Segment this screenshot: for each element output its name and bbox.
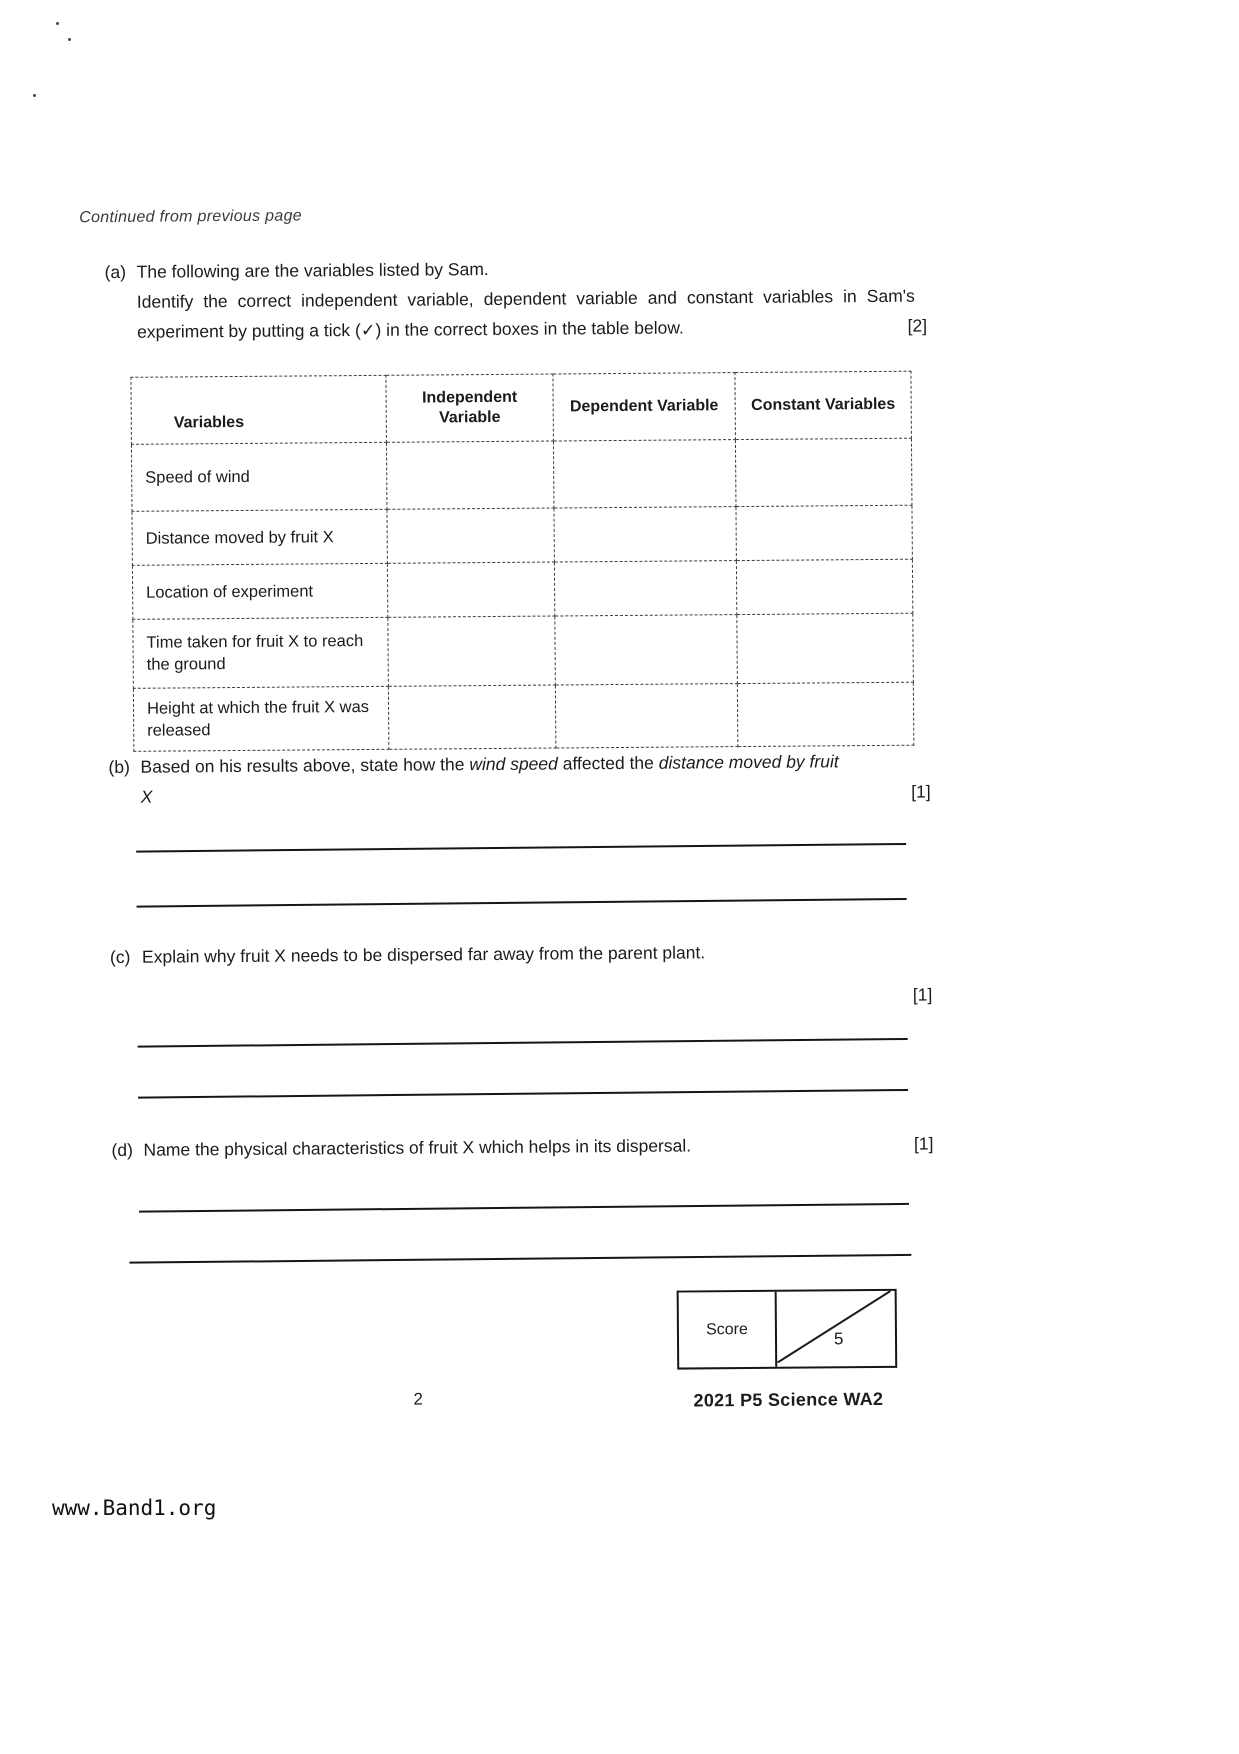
score-box <box>677 1289 898 1370</box>
page-number: 2 <box>413 1389 424 1409</box>
question-c-marks: [1] <box>912 984 933 1005</box>
tick-cell <box>555 615 738 685</box>
table-row <box>132 505 912 565</box>
variable-label: Location of experiment <box>132 563 387 619</box>
tick-cell <box>737 682 913 746</box>
question-b-italic-wind-speed: wind speed <box>469 753 558 775</box>
table-row <box>133 613 914 688</box>
question-b-text <box>140 746 932 812</box>
question-a-marks: [2] <box>907 315 928 336</box>
variable-label: Height at which the fruit X was released <box>133 686 388 751</box>
answer-line <box>138 1089 908 1099</box>
column-header-dependent: Dependent Variable <box>553 373 736 441</box>
question-a-label: (a) <box>104 261 127 283</box>
tick-cell <box>737 613 914 683</box>
question-c-label: (c) <box>109 946 131 968</box>
table-header-row <box>131 371 912 444</box>
score-label: Score <box>705 1320 748 1338</box>
table-row <box>132 559 912 619</box>
tick-cell <box>736 505 912 560</box>
continued-note: Continued from previous page <box>79 207 303 227</box>
tick-cell <box>735 438 912 506</box>
answer-line <box>138 1038 908 1048</box>
question-b <box>108 745 940 812</box>
question-c <box>109 935 942 1005</box>
variable-label: Time taken for fruit X to reach the ground <box>133 617 389 688</box>
answer-line <box>137 898 907 908</box>
question-b-italic-distance: distance moved by fruit <box>658 751 839 773</box>
tick-cell <box>553 440 736 508</box>
doc-title: 2021 P5 Science WA2 <box>693 1388 884 1411</box>
question-a-instruction: Identify the correct independent variable, dependent variable and constant variables in Sam's experiment by putting a tick (✓) in the correct boxes in the table below. <box>136 285 915 342</box>
question-b-marks: [1] <box>911 781 931 802</box>
tick-cell <box>387 508 554 563</box>
answer-line <box>139 1203 909 1213</box>
tick-cell <box>736 559 912 614</box>
question-d-label: (d) <box>111 1139 133 1161</box>
score-label-cell <box>679 1292 778 1368</box>
question-d <box>111 1128 943 1165</box>
question-a-line1: The following are the variables listed by Sam. <box>136 259 489 282</box>
question-d-marks: [1] <box>913 1133 934 1154</box>
column-header-variables: Variables <box>131 375 387 444</box>
question-b-line2: X <box>140 786 153 807</box>
question-d-text: Name the physical characteristics of fruit X which helps in its dispersal. <box>143 1135 692 1160</box>
watermark-url: www.Band1.org <box>52 1496 217 1520</box>
table-row <box>133 682 913 751</box>
table-row <box>131 438 912 511</box>
tick-cell <box>388 616 556 686</box>
score-value-cell <box>777 1291 896 1367</box>
question-a <box>104 250 937 347</box>
score-total: 5 <box>833 1329 844 1349</box>
column-header-independent: Independent Variable <box>386 374 554 442</box>
question-b-label: (b) <box>108 756 130 778</box>
answer-line <box>129 1254 911 1264</box>
column-header-constant: Constant Variables <box>735 371 912 439</box>
tick-cell <box>555 684 737 748</box>
tick-cell <box>386 441 554 509</box>
variables-table <box>130 371 914 752</box>
tick-cell <box>554 507 736 562</box>
variable-label: Distance moved by fruit X <box>132 509 387 565</box>
question-c-text: Explain why fruit X needs to be dispersed far away from the parent plant. <box>141 942 706 967</box>
question-b-mid: affected the <box>557 752 659 774</box>
tick-cell <box>554 561 736 616</box>
variable-label: Speed of wind <box>131 442 387 511</box>
score-diagonal-line <box>777 1291 892 1363</box>
tick-cell <box>387 562 554 617</box>
answer-line <box>136 843 906 853</box>
tick-cell <box>388 685 555 749</box>
question-b-prefix: Based on his results above, state how the <box>140 754 470 777</box>
